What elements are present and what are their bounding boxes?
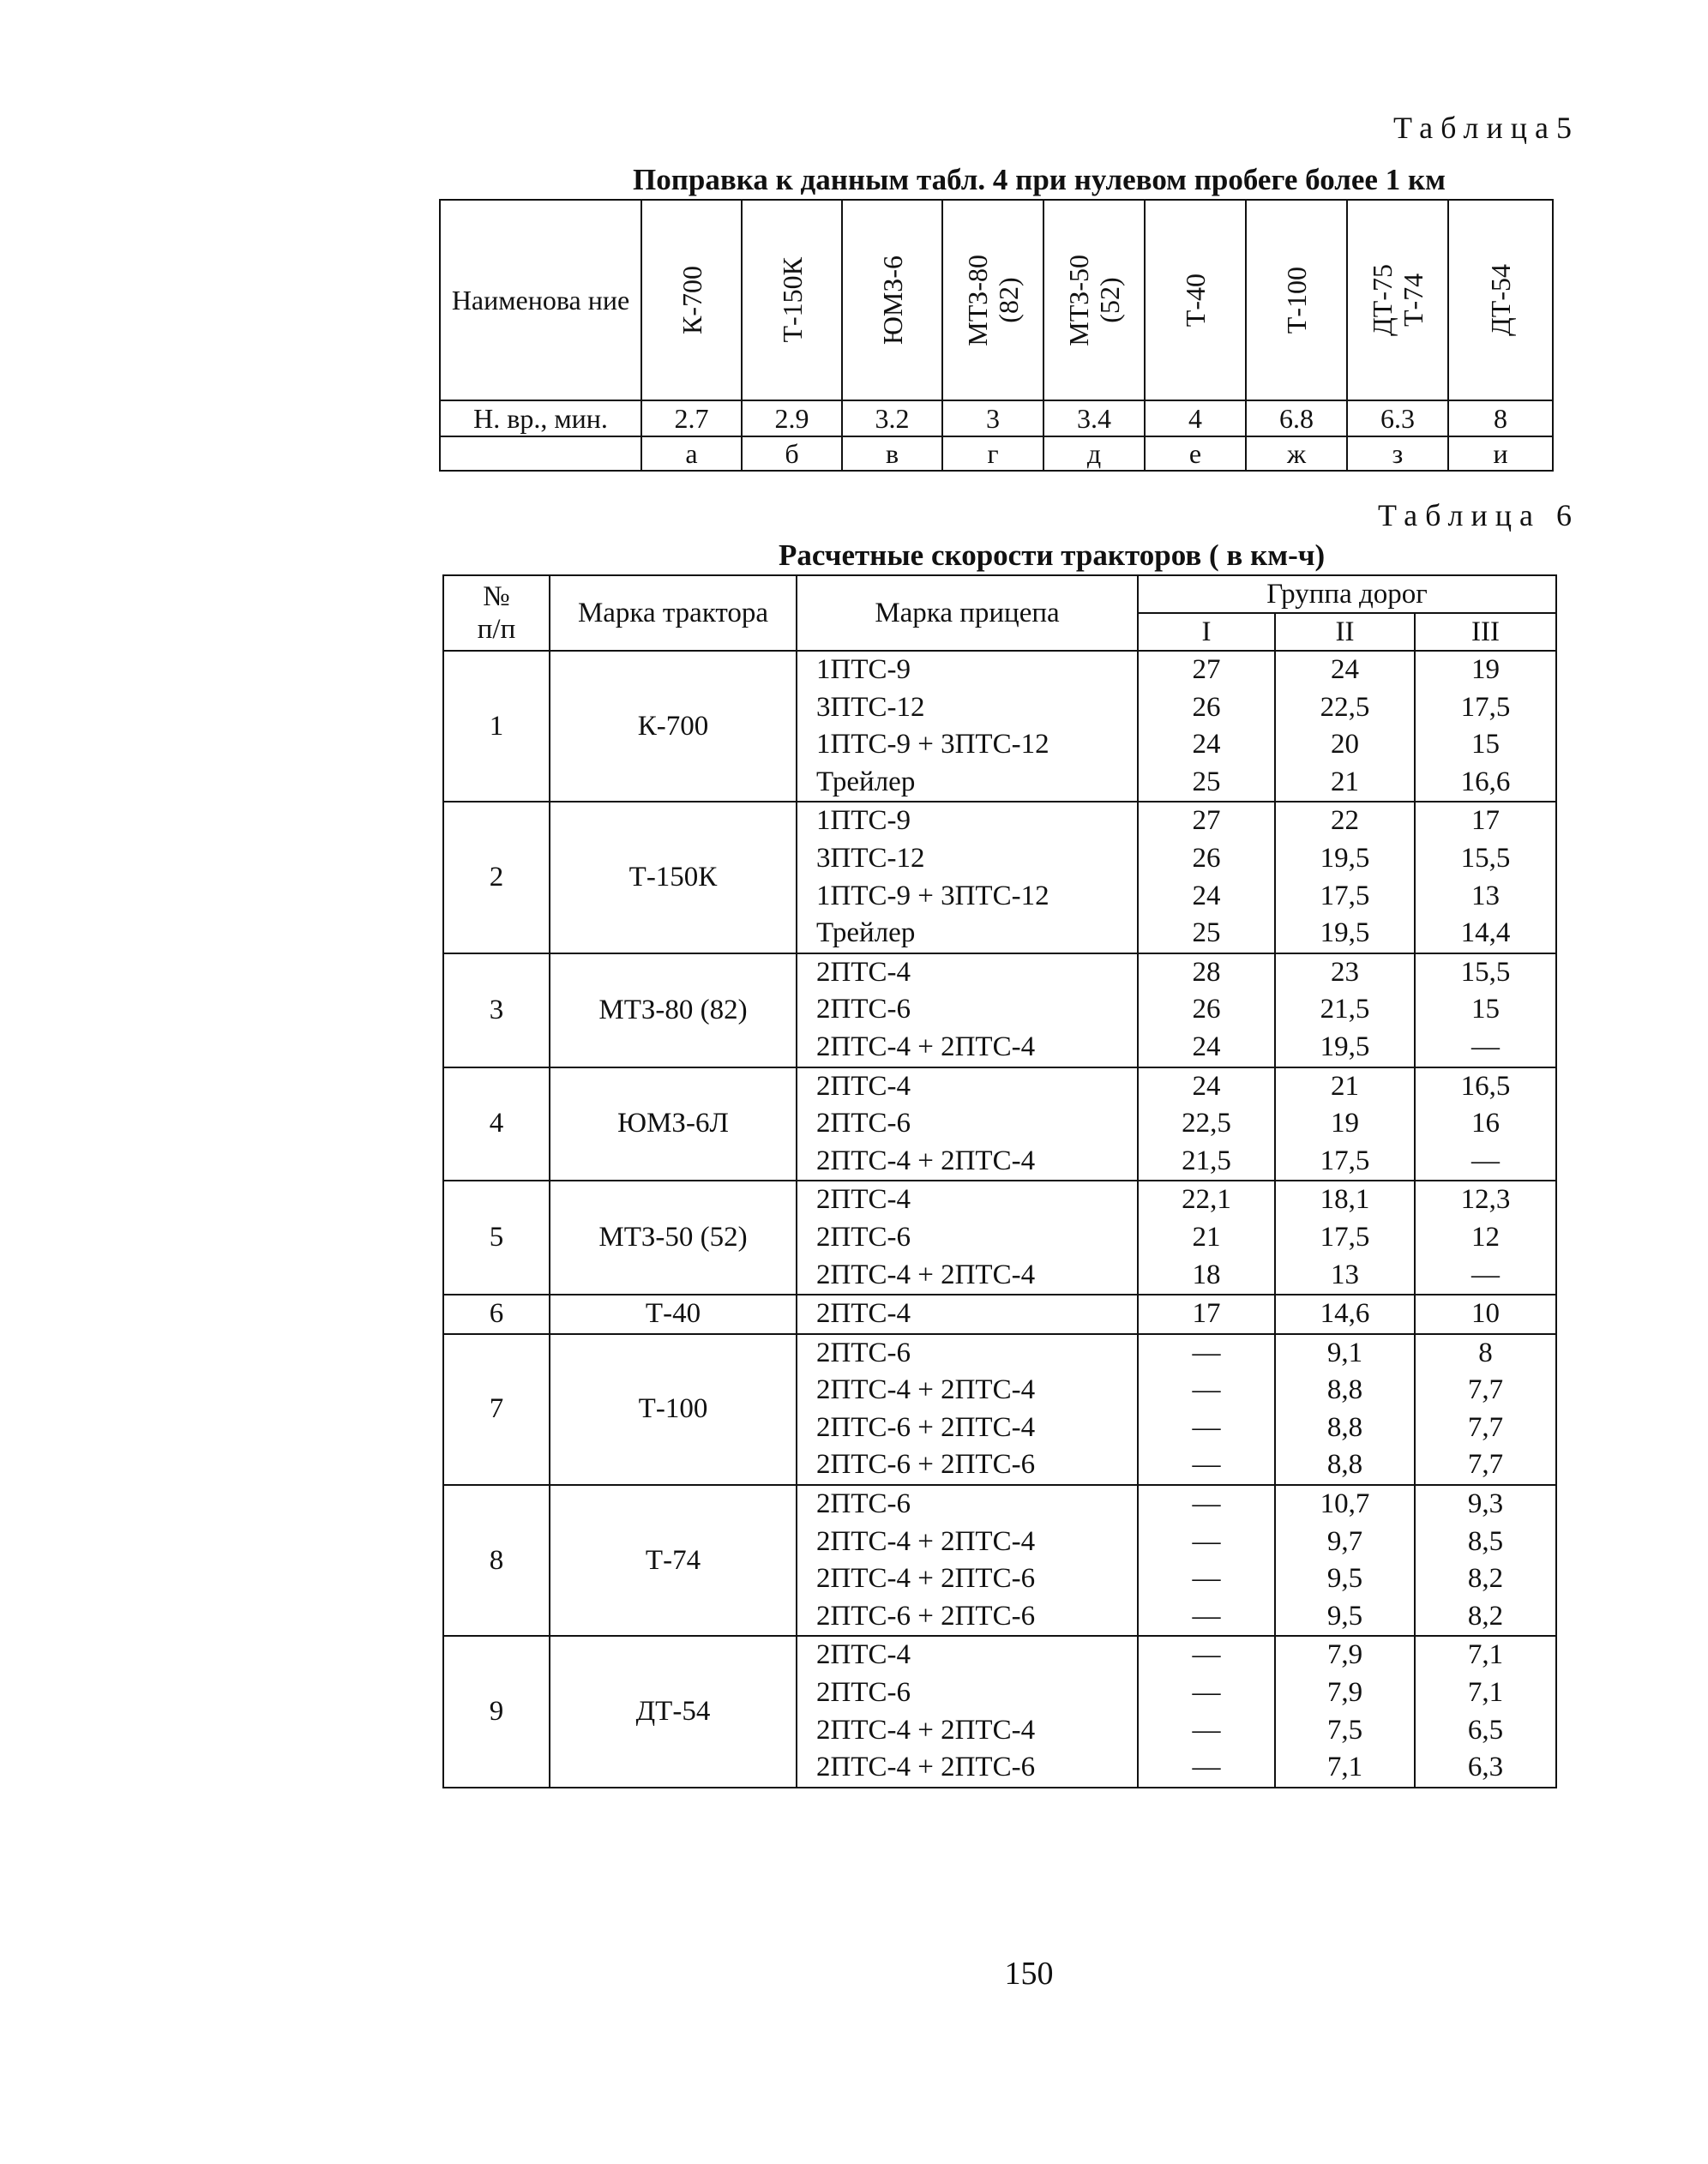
table5-value-cell: 3 [942,400,1043,436]
speed-group-1-cell [1138,1636,1275,1787]
speed-group-2: 8,8 [1326,1411,1363,1443]
speed-group-2: 8,8 [1326,1374,1363,1406]
speed-group-3: 10 [1471,1298,1500,1330]
tractor-brand: МТЗ-50 (52) [550,1181,797,1295]
speed-group-3-cell [1415,1181,1556,1295]
speed-group-3: 7,7 [1467,1411,1504,1443]
speed-group-2: 7,1 [1326,1752,1363,1783]
tractor-brand: ЮМЗ-6Л [550,1067,797,1181]
speed-group-2: 22,5 [1320,691,1370,723]
col-header-road-group: Группа дорог [1138,575,1556,613]
speed-group-2: 19 [1331,1108,1359,1139]
speed-group-2: 19,5 [1320,917,1370,949]
speed-group-1: — [1192,1337,1221,1368]
speed-group-3: 13 [1471,880,1500,911]
speed-group-2: 17,5 [1320,1221,1370,1253]
col-header-tractor: Марка трактора [550,575,797,651]
speed-group-2: 9,7 [1326,1525,1363,1557]
speed-group-1: — [1192,1677,1221,1709]
speed-group-3: 15 [1471,994,1500,1025]
row-number: 8 [443,1485,550,1636]
speed-group-3-cell [1415,651,1556,802]
table6-row [443,1295,1556,1334]
speed-group-3: — [1471,1031,1500,1062]
trailer-brand: 2ПТС-6 [816,1337,911,1368]
table6-row [443,953,1556,1067]
table5-column-header: Т-40 [1145,200,1246,400]
speed-group-3: 7,1 [1467,1677,1504,1709]
table5 [439,199,1554,472]
speed-group-2: 19,5 [1320,842,1370,874]
speed-group-3: — [1471,1145,1500,1176]
speed-group-1-cell [1138,953,1275,1067]
table5-value-cell: 3.2 [842,400,942,436]
speed-group-3: — [1471,1259,1500,1290]
speed-group-2: 21 [1331,1070,1359,1102]
tractor-brand: Т-74 [550,1485,797,1636]
speed-group-2: 22 [1331,805,1359,837]
speed-group-3-cell [1415,1067,1556,1181]
speed-group-2: 9,5 [1326,1563,1363,1595]
table6-title: Расчетные скорости тракторов ( в км-ч) [779,538,1326,572]
speed-group-3: 17 [1471,805,1500,837]
speed-group-1: — [1192,1411,1221,1443]
table6 [442,574,1557,1788]
table6-header-row [443,575,1556,613]
table5-letter-cell: б [742,436,842,471]
speed-group-1: 21 [1192,1221,1221,1253]
trailer-brand: 2ПТС-4 + 2ПТС-6 [816,1563,1036,1595]
speed-group-1: 24 [1192,880,1221,911]
trailer-brand: 1ПТС-9 [816,654,911,685]
trailer-brand-cell [797,1485,1138,1636]
speed-group-2-cell [1275,1334,1415,1485]
speed-group-2-cell [1275,651,1415,802]
row-number: 1 [443,651,550,802]
trailer-brand-cell [797,1334,1138,1485]
tractor-brand: Т-100 [550,1334,797,1485]
speed-group-2-cell [1275,953,1415,1067]
trailer-brand: 2ПТС-4 [816,1184,911,1216]
table5-value-cell: 2.7 [641,400,742,436]
trailer-brand: 3ПТС-12 [816,842,925,874]
speed-group-2: 9,1 [1326,1337,1363,1368]
speed-group-3: 16,6 [1460,766,1511,797]
trailer-brand: 2ПТС-6 + 2ПТС-6 [816,1600,1036,1632]
speed-group-1: — [1192,1525,1221,1557]
speed-group-1: 22,5 [1182,1108,1231,1139]
speed-group-1: — [1192,1600,1221,1632]
speed-group-1: — [1192,1488,1221,1520]
table5-empty-cell [440,436,641,471]
row-number: 5 [443,1181,550,1295]
trailer-brand: 2ПТС-6 [816,994,911,1025]
speed-group-2-cell [1275,1067,1415,1181]
speed-group-2: 19,5 [1320,1031,1370,1062]
speed-group-3-cell [1415,1334,1556,1485]
speed-group-2: 13 [1331,1259,1359,1290]
speed-group-3-cell [1415,802,1556,953]
speed-group-2-cell [1275,1295,1415,1334]
trailer-brand-cell [797,1636,1138,1787]
table5-value-cell: 2.9 [742,400,842,436]
speed-group-1: 24 [1192,1070,1221,1102]
speed-group-2: 14,6 [1320,1298,1370,1330]
row-number: 3 [443,953,550,1067]
table5-label: Таблица5 [1393,111,1579,145]
speed-group-3-cell [1415,953,1556,1067]
trailer-brand-cell [797,1067,1138,1181]
tractor-brand: К-700 [550,651,797,802]
table5-column-header: Т-100 [1246,200,1347,400]
speed-group-3: 19 [1471,654,1500,685]
trailer-brand: 2ПТС-4 + 2ПТС-4 [816,1525,1036,1557]
trailer-brand: Трейлер [816,917,916,949]
speed-group-1: — [1192,1639,1221,1671]
row-number: 9 [443,1636,550,1787]
speed-group-1-cell [1138,1067,1275,1181]
speed-group-1: 28 [1192,956,1221,988]
speed-group-1-cell [1138,651,1275,802]
trailer-brand: 1ПТС-9 + 3ПТС-12 [816,880,1049,911]
tractor-brand: МТЗ-80 (82) [550,953,797,1067]
speed-group-1-cell [1138,1295,1275,1334]
col-header-group-1: I [1138,613,1275,651]
speed-group-1: 25 [1192,917,1221,949]
speed-group-2: 7,9 [1326,1639,1363,1671]
tractor-brand: Т-40 [550,1295,797,1334]
trailer-brand: 3ПТС-12 [816,691,925,723]
speed-group-2: 18,1 [1320,1184,1370,1216]
speed-group-3-cell [1415,1485,1556,1636]
table5-value-cell: 3.4 [1043,400,1145,436]
speed-group-1: 27 [1192,654,1221,685]
speed-group-1: — [1192,1374,1221,1406]
table5-title: Поправка к данным табл. 4 при нулевом пробеге более 1 км [633,163,1446,196]
table6-row [443,1334,1556,1485]
speed-group-2-cell [1275,1636,1415,1787]
trailer-brand: 2ПТС-4 + 2ПТС-4 [816,1031,1036,1062]
row-number: 4 [443,1067,550,1181]
speed-group-3: 8,2 [1467,1563,1504,1595]
row-number: 2 [443,802,550,953]
speed-group-1: 26 [1192,691,1221,723]
speed-group-2: 23 [1331,956,1359,988]
speed-group-3: 12 [1471,1221,1500,1253]
speed-group-3: 9,3 [1467,1488,1504,1520]
speed-group-2-cell [1275,1485,1415,1636]
speed-group-3: 7,7 [1467,1449,1504,1481]
speed-group-3: 12,3 [1460,1184,1511,1216]
speed-group-1-cell [1138,1334,1275,1485]
speed-group-1: 26 [1192,842,1221,874]
speed-group-1: 24 [1192,729,1221,760]
speed-group-3: 6,3 [1467,1752,1504,1783]
table5-letter-cell: ж [1246,436,1347,471]
table5-header-row [440,200,1553,400]
speed-group-2-cell [1275,802,1415,953]
table5-column-header: К-700 [641,200,742,400]
trailer-brand: 2ПТС-4 [816,1298,911,1330]
trailer-brand: Трейлер [816,766,916,797]
table5-column-header: ЮМЗ-6 [842,200,942,400]
speed-group-2: 7,9 [1326,1677,1363,1709]
table5-letter-row [440,436,1553,471]
trailer-brand: 1ПТС-9 [816,805,911,837]
tractor-brand: Т-150К [550,802,797,953]
trailer-brand-cell [797,953,1138,1067]
table5-value-cell: 8 [1448,400,1553,436]
trailer-brand: 2ПТС-4 [816,956,911,988]
table6-row [443,802,1556,953]
trailer-brand: 2ПТС-6 [816,1488,911,1520]
table6-label: Таблица 6 [1378,498,1579,532]
speed-group-3: 8 [1478,1337,1493,1368]
trailer-brand: 2ПТС-6 [816,1677,911,1709]
speed-group-1: 18 [1192,1259,1221,1290]
speed-group-1: 27 [1192,805,1221,837]
trailer-brand: 2ПТС-4 + 2ПТС-4 [816,1374,1036,1406]
table5-letter-cell: г [942,436,1043,471]
trailer-brand: 2ПТС-4 + 2ПТС-6 [816,1752,1036,1783]
col-header-group-2: II [1275,613,1415,651]
speed-group-3: 15,5 [1460,842,1511,874]
table5-value-cell: 4 [1145,400,1246,436]
speed-group-2: 24 [1331,654,1359,685]
col-header-group-3: III [1415,613,1556,651]
speed-group-1: — [1192,1563,1221,1595]
trailer-brand: 2ПТС-4 [816,1639,911,1671]
speed-group-2: 17,5 [1320,1145,1370,1176]
speed-group-1: 24 [1192,1031,1221,1062]
table5-column-header: ДТ-54 [1448,200,1553,400]
speed-group-1-cell [1138,802,1275,953]
table5-value-row [440,400,1553,436]
table5-column-header: МТЗ-50 (52) [1043,200,1145,400]
speed-group-1: 21,5 [1182,1145,1231,1176]
speed-group-1-cell [1138,1485,1275,1636]
trailer-brand: 2ПТС-4 + 2ПТС-4 [816,1259,1036,1290]
speed-group-2: 20 [1331,729,1359,760]
table5-name-header: Наименова ние [440,200,641,400]
speed-group-3-cell [1415,1295,1556,1334]
speed-group-2: 8,8 [1326,1449,1363,1481]
row-number: 6 [443,1295,550,1334]
table5-column-header: ДТ-75 Т-74 [1347,200,1448,400]
speed-group-1: — [1192,1714,1221,1746]
speed-group-3: 7,7 [1467,1374,1504,1406]
table5-letter-cell: в [842,436,942,471]
trailer-brand: 2ПТС-4 + 2ПТС-4 [816,1714,1036,1746]
speed-group-2-cell [1275,1181,1415,1295]
speed-group-3: 15 [1471,729,1500,760]
speed-group-1: 17 [1192,1298,1221,1330]
trailer-brand: 2ПТС-6 [816,1221,911,1253]
table5-column-header: Т-150К [742,200,842,400]
speed-group-2: 10,7 [1320,1488,1370,1520]
speed-group-3: 15,5 [1460,956,1511,988]
speed-group-3: 6,5 [1467,1714,1504,1746]
speed-group-3: 8,2 [1467,1600,1504,1632]
table5-letter-cell: и [1448,436,1553,471]
table6-row [443,1067,1556,1181]
speed-group-3: 14,4 [1460,917,1511,949]
speed-group-1: 26 [1192,994,1221,1025]
speed-group-1: 25 [1192,766,1221,797]
speed-group-2: 21 [1331,766,1359,797]
tractor-brand: ДТ-54 [550,1636,797,1787]
speed-group-2: 17,5 [1320,880,1370,911]
table5-row-label: Н. вр., мин. [440,400,641,436]
table5-letter-cell: д [1043,436,1145,471]
trailer-brand: 2ПТС-6 [816,1108,911,1139]
table5-column-header: МТЗ-80 (82) [942,200,1043,400]
table5-letter-cell: а [641,436,742,471]
speed-group-3-cell [1415,1636,1556,1787]
trailer-brand-cell [797,651,1138,802]
speed-group-3: 16 [1471,1108,1500,1139]
table6-row [443,1485,1556,1636]
speed-group-2: 21,5 [1320,994,1370,1025]
page-number: 150 [1004,1956,1054,1992]
trailer-brand-cell [797,1181,1138,1295]
trailer-brand: 2ПТС-4 + 2ПТС-4 [816,1145,1036,1176]
speed-group-3: 7,1 [1467,1639,1504,1671]
speed-group-1: 22,1 [1182,1184,1231,1216]
trailer-brand: 2ПТС-6 + 2ПТС-6 [816,1449,1036,1481]
speed-group-3: 17,5 [1460,691,1511,723]
table6-row [443,1636,1556,1787]
col-header-num: № п/п [443,575,550,651]
table5-letter-cell: з [1347,436,1448,471]
speed-group-3: 8,5 [1467,1525,1504,1557]
table6-body [443,651,1556,1788]
col-header-trailer: Марка прицепа [797,575,1138,651]
speed-group-1: — [1192,1449,1221,1481]
speed-group-1: — [1192,1752,1221,1783]
speed-group-3: 16,5 [1460,1070,1511,1102]
table5-value-cell: 6.8 [1246,400,1347,436]
table6-row [443,651,1556,802]
trailer-brand: 1ПТС-9 + 3ПТС-12 [816,729,1049,760]
row-number: 7 [443,1334,550,1485]
trailer-brand: 2ПТС-4 [816,1070,911,1102]
table5-value-cell: 6.3 [1347,400,1448,436]
trailer-brand-cell [797,1295,1138,1334]
speed-group-2: 9,5 [1326,1600,1363,1632]
speed-group-2: 7,5 [1326,1714,1363,1746]
table5-letter-cell: е [1145,436,1246,471]
trailer-brand: 2ПТС-6 + 2ПТС-4 [816,1411,1036,1443]
trailer-brand-cell [797,802,1138,953]
table6-row [443,1181,1556,1295]
speed-group-1-cell [1138,1181,1275,1295]
